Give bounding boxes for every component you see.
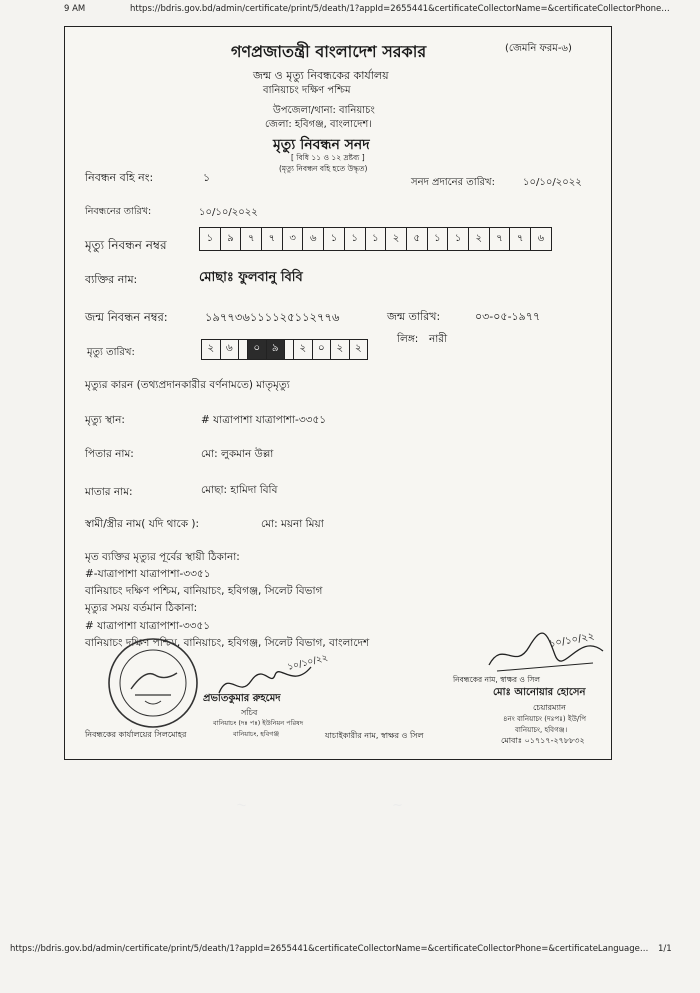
registration-number-digit: ২ <box>385 228 406 250</box>
show-through-mark: ~ <box>392 798 403 813</box>
registration-number-label: মৃত্যু নিবন্ধন নম্বর <box>85 238 167 252</box>
registration-date-value: ১০/১০/২০২২ <box>199 207 258 218</box>
date-separator <box>284 340 293 359</box>
registration-number-digit: ১ <box>427 228 448 250</box>
chairman-office: ৪নং বানিয়াচং (দঃপঃ) ইউ/পি <box>503 715 587 723</box>
death-date-boxes <box>201 339 368 360</box>
mother-name-value: মোছা: হামিদা বিবি <box>201 484 278 496</box>
government-heading: গণপ্রজাতন্ত্রী বাংলাদেশ সরকার <box>231 42 427 61</box>
source-note: (মৃত্যু নিবন্ধন বহি হতে উদ্ধৃত) <box>279 164 368 173</box>
registration-number-digit: ২ <box>468 228 489 250</box>
chairman-phone: মোবাঃ ০১৭১৭-২৭৮৮৩২ <box>501 736 585 745</box>
print-time: 9 AM <box>64 4 86 14</box>
office-round-seal <box>105 635 201 731</box>
death-year-digit: ২ <box>349 340 368 359</box>
secretary-sign-date: ১০/১০/২২ <box>286 653 329 673</box>
spouse-name-value: মো: ময়না মিয়া <box>261 518 324 530</box>
chairman-place: বানিয়াচং, হবিগঞ্জ। <box>515 726 568 734</box>
father-name-value: মো: লুকমান উল্লা <box>201 448 274 460</box>
permanent-address-line1: #-যাত্রাপাশা যাত্রাপাশা-৩৩৫১ <box>85 568 211 580</box>
mother-name-label: মাতার নাম: <box>85 486 133 498</box>
permanent-address-label: মৃত ব্যক্তির মৃত্যুর পূর্বের স্থায়ী ঠিকানা: <box>85 551 240 563</box>
chairman-title: চেয়ারম্যান <box>533 703 566 712</box>
death-year-digit: ২ <box>330 340 349 359</box>
registration-number-digit: ১ <box>323 228 344 250</box>
rule-reference: [ বিধি ১১ ও ১২ দ্রষ্টব্য ] <box>291 153 365 162</box>
death-day-digit: ২ <box>207 342 215 354</box>
spouse-name-label: স্বামী/স্ত্রীর নাম( যদি থাকে ): <box>85 518 200 530</box>
office-name: জন্ম ও মৃত্যু নিবন্ধকের কার্যালয় <box>253 69 389 82</box>
registration-number-digit: ৭ <box>489 228 510 250</box>
registration-number-digit: ৩ <box>282 228 303 250</box>
death-month-digit: ০ <box>247 340 266 359</box>
registration-number-digit: ১ <box>365 228 386 250</box>
secretary-stamp-office: বানিয়াচং (দঃ পঃ) ইউনিয়ন পরিষদ <box>213 719 304 727</box>
registrar-sign-date: ১০/১০/২২ <box>548 631 596 650</box>
sex-value: নারী <box>429 333 448 345</box>
print-url-top: https://bdris.gov.bd/admin/certificate/print/5/death/1?appId=2655441&certificateCollectorName=&certificateCollectorPhone… <box>130 4 670 14</box>
date-separator <box>238 340 247 359</box>
district: জেলা: হবিগঞ্জ, বাংলাদেশ। <box>265 119 372 130</box>
sex-label: লিঙ্গ: <box>397 333 419 345</box>
registration-number-digit: ১ <box>447 228 468 250</box>
birth-registration-label: জন্ম নিবন্ধন নম্বর: <box>85 310 168 324</box>
present-address-label: মৃত্যুর সময় বর্তমান ঠিকানা: <box>85 602 198 614</box>
death-certificate <box>64 26 612 760</box>
registrar-caption: নিবন্ধকের নাম, স্বাক্ষর ও সিল <box>453 675 541 684</box>
print-page-count: 1/1 <box>658 944 672 954</box>
death-day-digit: ৬ <box>220 340 239 359</box>
registration-number-digit: ৭ <box>240 228 261 250</box>
death-date-label: মৃত্যু তারিখ: <box>87 347 135 358</box>
death-year-digit: ২ <box>293 340 312 359</box>
registration-number-digit: ৬ <box>302 228 323 250</box>
certificate-title: মৃত্যু নিবন্ধন সনদ <box>273 137 370 153</box>
issue-date-value: ১০/১০/২০২২ <box>523 177 582 188</box>
registration-number-digit: ৬ <box>530 228 551 250</box>
verifier-caption: যাচাইকারীর নাম, স্বাক্ষর ও সিল <box>325 731 424 740</box>
death-place-value: # যাত্রাপাশা যাত্রাপাশা-৩৩৫১ <box>201 414 327 426</box>
person-name-value: মোছাঃ ফুলবানু বিবি <box>199 270 303 285</box>
present-address-line2: বানিয়াচং দক্ষিণ পশ্চিম, বানিয়াচং, হবিগঞ্জ, সিলেট বিভাগ, বাংলাদেশ <box>85 637 370 649</box>
person-name-label: ব্যক্তির নাম: <box>85 273 138 286</box>
present-address-line1: # যাত্রাপাশা যাত্রাপাশা-৩৩৫১ <box>85 620 211 632</box>
union-name: বানিয়াচং দক্ষিণ পশ্চিম <box>263 85 351 96</box>
registration-number-digit: ৭ <box>261 228 282 250</box>
birth-registration-value: ১৯৭৭৩৬১১১১২৫১১২৭৭৬ <box>205 310 340 324</box>
registration-number-digit: ৯ <box>220 228 241 250</box>
registration-number-digit: ১ <box>206 232 214 244</box>
birth-date-label: জন্ম তারিখ: <box>387 310 441 323</box>
registration-number-boxes <box>199 227 552 251</box>
death-place-label: মৃত্যু স্থান: <box>85 414 125 426</box>
death-month-digit: ৯ <box>266 340 285 359</box>
print-url-bottom: https://bdris.gov.bd/admin/certificate/print/5/death/1?appId=2655441&certificateCollectorName=&certificateCollectorPhone=&certificateLanguage… <box>10 944 649 954</box>
secretary-stamp-title: সচিব <box>241 708 258 717</box>
registration-number-digit: ৭ <box>509 228 530 250</box>
permanent-address-line2: বানিয়াচং দক্ষিণ পশ্চিম, বানিয়াচং, হবিগঞ্জ, সিলেট বিভাগ <box>85 585 323 597</box>
office-seal-caption: নিবন্ধকের কার্যালয়ের সিলমোহর <box>85 730 187 739</box>
form-number: (জেমনি ফরম-৬) <box>505 43 572 54</box>
father-name-label: পিতার নাম: <box>85 448 134 460</box>
death-year-digit: ০ <box>312 340 331 359</box>
registration-number-digit: ১ <box>344 228 365 250</box>
book-number-value: ১ <box>203 171 211 184</box>
registration-date-label: নিবন্ধনের তারিখ: <box>85 206 152 217</box>
show-through-mark: ~ <box>235 797 248 814</box>
death-cause: মৃত্যুর কারন (তথ্যপ্রদানকারীর বর্ণনামতে) মাতৃমৃত্যু <box>85 379 290 391</box>
upazila: উপজেলা/থানা: বানিয়াচং <box>273 105 375 116</box>
secretary-stamp-place: বানিয়াচং, হবিগঞ্জ <box>233 730 280 738</box>
registration-number-digit: ৫ <box>406 228 427 250</box>
secretary-stamp-name: প্রভাতকুমার রুহমেদ <box>203 693 281 704</box>
birth-date-value: ০৩-০৫-১৯৭৭ <box>475 310 541 323</box>
issue-date-label: সনদ প্রদানের তারিখ: <box>411 177 495 188</box>
book-number-label: নিবন্ধন বহি নং: <box>85 171 154 184</box>
chairman-name: মোঃ আনোয়ার হোসেন <box>493 687 586 698</box>
